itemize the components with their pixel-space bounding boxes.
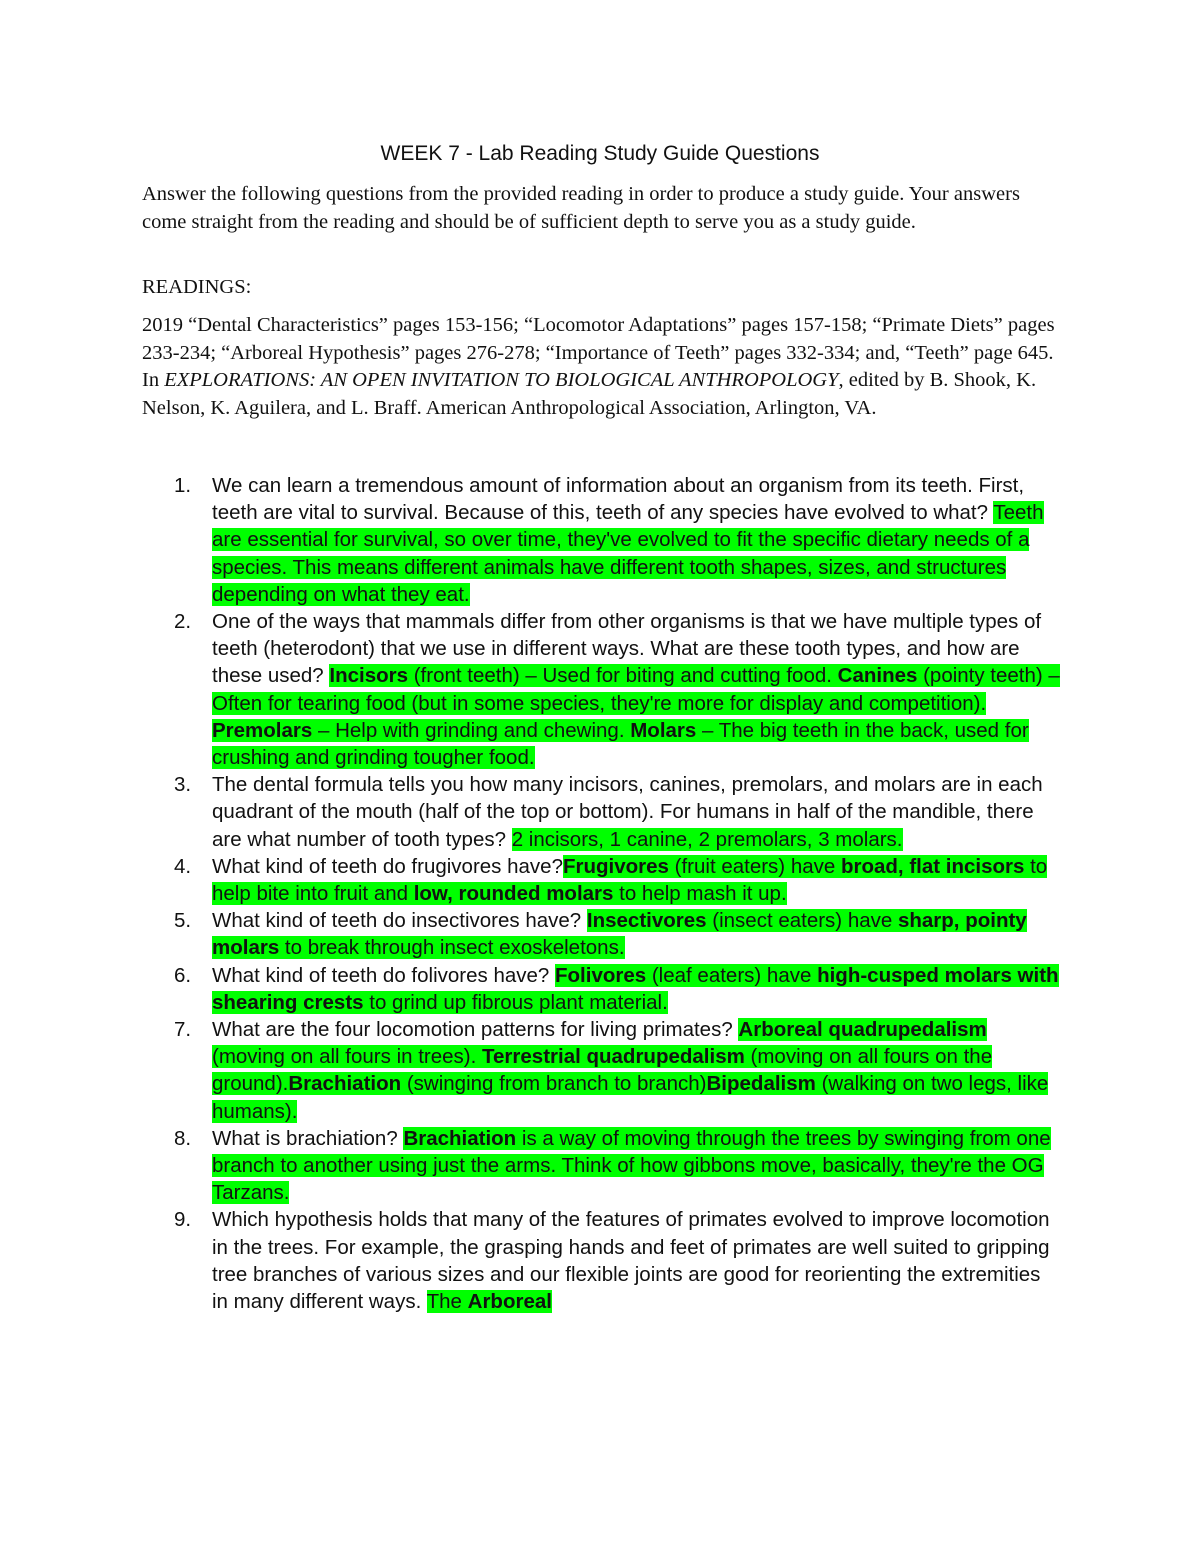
answer-text: – Help with grinding and chewing. <box>312 718 631 742</box>
question-text: Which hypothesis holds that many of the features of primates evolved to improve locomotion in the trees. For example, the grasping hands and feet of primates are well suited to gripping tree branches of various sizes and our flexible joints are good for reorienting the extremities in many different ways. <box>212 1208 1050 1314</box>
question-item <box>172 771 1062 853</box>
question-number: 2. <box>174 610 192 634</box>
question-text: What is brachiation? <box>212 1126 404 1150</box>
question-text: One of the ways that mammals differ from other organisms is that we have multiple types of teeth (heterodont) that we use in different ways. What are these tooth types, and how are these used? <box>212 610 1042 688</box>
answer-key-term: Insectivores <box>586 909 707 933</box>
citation-text-before: 2019 “Dental Characteristics” pages 153-156; “Locomotor Adaptations” pages 157-158; “Primate Diets” pages 233-234; “Arboreal Hypothesis” pages 276-278; “Importance of Teeth” pages 332-334; and, “Teeth” page 645. In <box>142 314 1055 391</box>
answer-text: to break through insect exoskeletons. <box>279 936 625 960</box>
answer-text: to help bite into fruit and <box>212 854 1048 906</box>
question-number: 8. <box>174 1126 192 1150</box>
highlighted-answer <box>427 1290 552 1313</box>
instructions-paragraph: Answer the following questions from the provided reading in order to produce a study guide. Your answers come straight from the reading and should be of sufficient depth to serve you as a study guide. <box>142 183 1020 233</box>
question-item <box>172 608 1062 771</box>
question-item <box>172 853 1062 907</box>
answer-key-term: high-cusped molars with shearing crests <box>212 963 1059 1014</box>
answer-text: (walking on two legs, like humans). <box>212 1072 1049 1123</box>
document-title: WEEK 7 - Lab Reading Study Guide Questions <box>380 142 820 165</box>
answer-key-term: low, rounded molars <box>413 882 614 906</box>
answer-text: (swinging from branch to branch) <box>401 1072 707 1096</box>
question-item <box>172 1016 1062 1125</box>
answer-text: (moving on all fours in trees). <box>212 1045 483 1069</box>
answer-text: (leaf eaters) have <box>646 963 818 987</box>
question-text: What kind of teeth do frugivores have? <box>212 854 563 878</box>
question-list <box>172 472 1062 1315</box>
answer-key-term: Brachiation <box>288 1072 402 1096</box>
answer-text: 2 incisors, 1 canine, 2 premolars, 3 molars. <box>511 827 903 851</box>
question-number: 9. <box>174 1208 192 1232</box>
question-item <box>172 1125 1062 1207</box>
citation-book-title: EXPLORATIONS: AN OPEN INVITATION TO BIOLOGICAL ANTHROPOLOGY <box>164 369 839 391</box>
answer-text: Teeth are essential for survival, so over time, they've evolved to fit the specific dietary needs of a species. This means different animals have different tooth shapes, sizes, and structures depending on what they eat. <box>212 501 1044 606</box>
question-text: The dental formula tells you how many incisors, canines, premolars, and molars are in each quadrant of the mouth (half of the top or bottom). For humans in half of the mandible, there are what number of tooth types? <box>212 773 1043 851</box>
answer-key-term: Terrestrial quadrupedalism <box>482 1045 745 1069</box>
answer-key-term: Molars <box>630 718 697 742</box>
question-item <box>172 962 1062 1016</box>
question-text: What kind of teeth do folivores have? <box>212 963 556 987</box>
answer-key-term: Frugivores <box>562 854 669 878</box>
answer-text: (fruit eaters) have <box>668 854 841 878</box>
answer-key-term: Incisors <box>329 664 409 688</box>
readings-citation <box>142 312 1062 422</box>
answer-text: is a way of moving through the trees by swinging from one branch to another using just the arms. Think of how gibbons move, basically, they're the OG Tarzans. <box>212 1126 1051 1205</box>
answer-key-term: broad, flat incisors <box>840 854 1025 878</box>
answer-text: to help mash it up. <box>613 882 787 906</box>
answer-key-term: Canines <box>837 664 918 688</box>
answer-key-term: Arboreal quadrupedalism <box>738 1018 987 1042</box>
question-number: 5. <box>174 909 192 933</box>
highlighted-answer <box>512 828 903 851</box>
question-item <box>172 1206 1062 1315</box>
question-item <box>172 472 1062 608</box>
question-text: What are the four locomotion patterns for living primates? <box>212 1018 739 1042</box>
answer-key-term: Bipedalism <box>706 1072 816 1096</box>
answer-key-term: Premolars <box>212 718 313 742</box>
readings-heading: READINGS: <box>142 276 252 298</box>
answer-text: – The big teeth in the back, used for crushing and grinding tougher food. <box>212 718 1029 770</box>
answer-text: (front teeth) – Used for biting and cutting food. <box>408 664 838 688</box>
answer-text: (pointy teeth) – Often for tearing food (but in some species, they're more for display and competition). <box>212 664 1060 715</box>
question-number: 3. <box>174 773 192 797</box>
answer-text: (moving on all fours on the ground). <box>212 1045 993 1096</box>
highlighted-answer <box>212 664 1060 769</box>
answer-text: (insect eaters) have <box>706 909 898 933</box>
question-item <box>172 907 1062 961</box>
answer-key-term: Brachiation <box>403 1126 517 1150</box>
answer-key-term: Arboreal <box>467 1290 552 1314</box>
question-text: What kind of teeth do insectivores have? <box>212 909 587 933</box>
question-number: 1. <box>174 474 192 497</box>
question-text: We can learn a tremendous amount of information about an organism from its teeth. First, teeth are vital to survival. Because of this, teeth of any species have evolved to what? <box>212 474 1025 525</box>
question-number: 6. <box>174 963 192 987</box>
answer-key-term: Folivores <box>555 963 647 987</box>
question-number: 7. <box>174 1018 192 1042</box>
citation-text-after: , edited by B. Shook, K. Nelson, K. Aguilera, and L. Braff. American Anthropological Association, Arlington, VA. <box>142 369 1037 419</box>
answer-key-term: sharp, pointy molars <box>212 909 1027 960</box>
question-number: 4. <box>174 854 192 878</box>
answer-text: The <box>426 1290 468 1314</box>
answer-text: to grind up fibrous plant material. <box>363 990 668 1014</box>
